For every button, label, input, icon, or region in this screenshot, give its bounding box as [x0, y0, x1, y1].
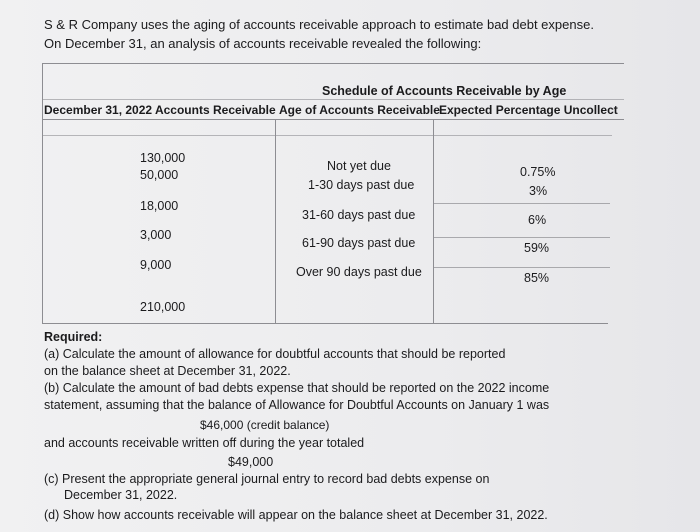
cell-percent: 0.75% — [520, 165, 556, 179]
cell-amount: 3,000 — [140, 228, 172, 242]
header-percent: Expected Percentage Uncollect — [439, 103, 618, 117]
header-age: Age of Accounts Receivable — [279, 103, 440, 117]
requirement-a-line-1: (a) Calculate the amount of allowance for doubtful accounts that should be reported — [44, 347, 506, 361]
cell-amount: 18,000 — [140, 199, 179, 213]
requirement-a-line-2: on the balance sheet at December 31, 2022. — [44, 364, 291, 378]
cell-age: 1-30 days past due — [308, 178, 415, 192]
cell-age: Not yet due — [327, 159, 391, 173]
cell-amount: 130,000 — [140, 151, 186, 165]
cell-age: 31-60 days past due — [302, 208, 416, 222]
caption-divider — [42, 99, 624, 100]
required-title: Required: — [44, 330, 103, 344]
row-divider — [434, 237, 610, 238]
requirement-c-line-1: (c) Present the appropriate general journal entry to record bad debts expense on — [44, 472, 490, 486]
cell-percent: 85% — [524, 271, 550, 285]
table-caption: Schedule of Accounts Receivable by Age — [322, 84, 567, 98]
cell-amount: 50,000 — [140, 168, 179, 182]
intro-line-2: On December 31, an analysis of accounts receivable revealed the following: — [44, 36, 482, 51]
cell-amount: 9,000 — [140, 258, 172, 272]
table-bottom-border — [42, 323, 608, 324]
cell-total: 210,000 — [140, 300, 186, 314]
row-divider — [434, 203, 610, 204]
requirement-b-amount-1: $46,000 (credit balance) — [200, 418, 330, 432]
requirement-c-line-2: December 31, 2022. — [64, 488, 178, 502]
requirement-b-line-4: and accounts receivable written off during the year totaled — [44, 436, 365, 450]
row-divider — [42, 135, 612, 136]
requirement-d-line-1: (d) Show how accounts receivable will appear on the balance sheet at December 31, 2022. — [44, 508, 548, 522]
cell-age: Over 90 days past due — [296, 265, 422, 279]
requirement-b-line-1: (b) Calculate the amount of bad debts expense that should be reported on the 2022 income — [44, 381, 550, 395]
header-amount: December 31, 2022 Accounts Receivable — [44, 103, 276, 117]
column-divider — [433, 119, 434, 324]
table-top-border — [42, 63, 624, 64]
requirement-b-amount-2: $49,000 — [228, 455, 274, 469]
table-left-border — [42, 63, 43, 324]
column-divider — [275, 119, 276, 324]
cell-percent: 3% — [529, 184, 548, 198]
cell-percent: 59% — [524, 241, 550, 255]
cell-age: 61-90 days past due — [302, 236, 416, 250]
intro-line-1: S & R Company uses the aging of accounts receivable approach to estimate bad debt expense. — [44, 17, 594, 32]
header-bottom-border — [42, 119, 624, 120]
requirement-b-line-2: statement, assuming that the balance of Allowance for Doubtful Accounts on January 1 was — [44, 398, 550, 412]
row-divider — [434, 267, 610, 268]
aging-schedule-table — [42, 63, 624, 325]
cell-percent: 6% — [528, 213, 547, 227]
